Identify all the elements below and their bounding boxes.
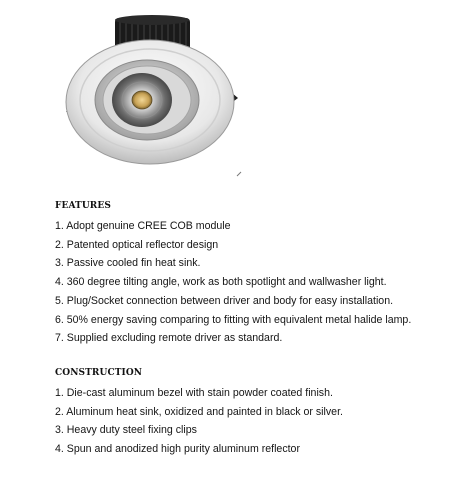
construction-item: 4. Spun and anodized high purity aluminum reflector	[55, 443, 300, 456]
features-item: 2. Patented optical reflector design	[55, 238, 219, 251]
construction-item: 3. Heavy duty steel fixing clips	[55, 424, 197, 437]
features-section	[55, 199, 445, 348]
features-item: 1. Adopt genuine CREE COB module	[55, 220, 231, 232]
construction-item: 1. Die-cast aluminum bezel with stain powder coated finish.	[55, 387, 333, 399]
construction-item: 2. Aluminum heat sink, oxidized and painted in black or silver.	[55, 405, 343, 418]
features-item: 3. Passive cooled fin heat sink.	[55, 257, 201, 270]
features-item: 5. Plug/Socket connection between driver and body for easy installation.	[55, 294, 394, 307]
construction-list	[55, 384, 445, 459]
construction-heading: CONSTRUCTION	[55, 368, 143, 378]
features-item: 7. Supplied excluding remote driver as standard.	[55, 332, 283, 345]
product-photo-downlight	[60, 0, 260, 180]
construction-section	[55, 366, 445, 459]
cob-led-module	[132, 91, 152, 109]
features-item: 4. 360 degree tilting angle, work as both spotlight and wallwasher light.	[55, 276, 387, 289]
features-heading: FEATURES	[55, 201, 111, 211]
features-item: 6. 50% energy saving comparing to fitting with equivalent metal halide lamp.	[55, 313, 412, 326]
features-list	[55, 217, 445, 348]
